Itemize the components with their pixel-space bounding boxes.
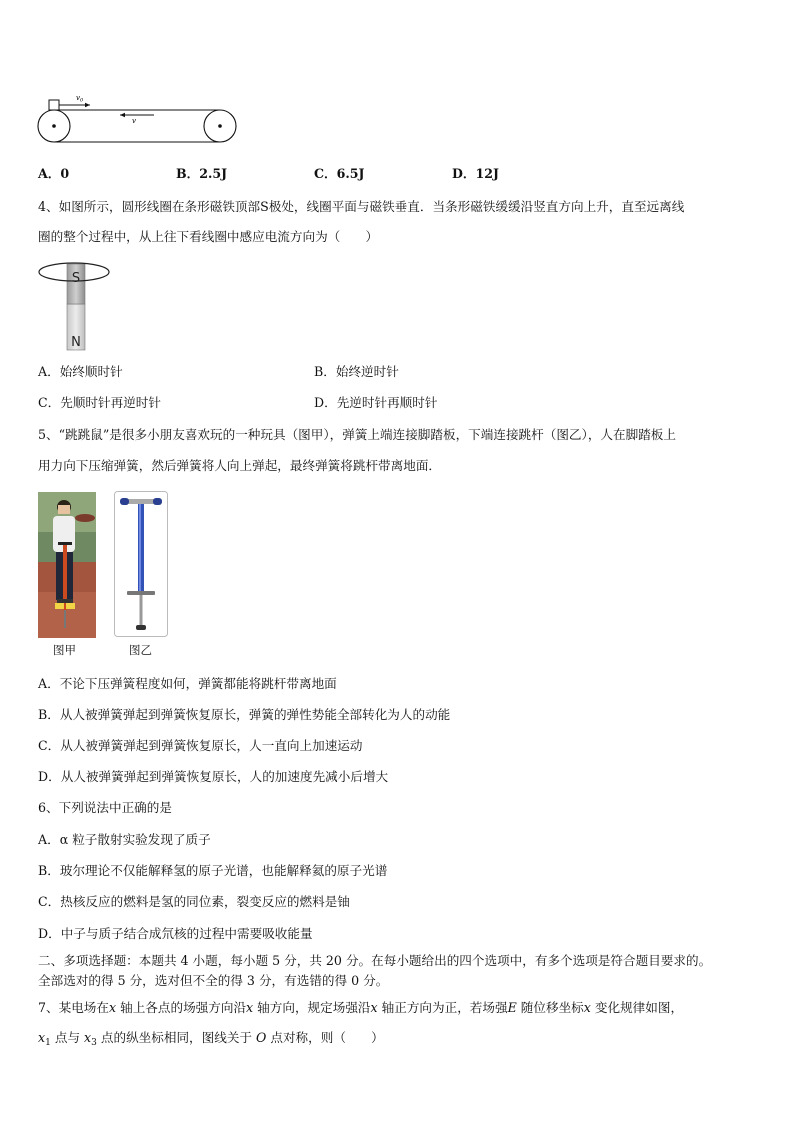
q3-option-c: C．6.5J (314, 166, 365, 181)
q4-stem-line1: 4、如图所示，圆形线圈在条形磁铁顶部S极处，线圈平面与磁铁垂直．当条形磁铁缓缓沿竖直方向上升，直至远离线 (38, 199, 685, 214)
q3-option-a: A．0 (38, 166, 70, 181)
q5-option-d: D．从人被弹簧弹起到弹簧恢复原长，人的加速度先减小后增大 (38, 769, 389, 784)
caption-figure-a: 图甲 (53, 643, 76, 657)
q6-option-b: B．玻尔理论不仅能解释氢的原子光谱，也能解释氦的原子光谱 (38, 863, 388, 878)
conveyor-belt-figure (36, 92, 240, 146)
q6-option-c: C．热核反应的燃料是氢的同位素，裂变反应的燃料是铀 (38, 894, 350, 909)
q3-option-d: D．12J (452, 166, 499, 181)
v-label: v (132, 117, 136, 125)
q4-option-b: B．始终逆时针 (314, 364, 399, 379)
left-pulley-axle (52, 124, 56, 128)
q5-stem-line2: 用力向下压缩弹簧，然后弹簧将人向上弹起，最终弹簧将跳杆带离地面． (38, 458, 441, 473)
block (49, 100, 59, 110)
q5-option-a: A．不论下压弹簧程度如何，弹簧都能将跳杆带离地面 (38, 676, 337, 691)
q6-stem: 6、下列说法中正确的是 (38, 800, 172, 815)
magnet-coil-figure (36, 258, 116, 354)
q5-option-b: B．从人被弹簧弹起到弹簧恢复原长，弹簧的弹性势能全部转化为人的动能 (38, 707, 451, 722)
pogo-stick-figure (114, 491, 168, 637)
q5-option-c: C．从人被弹簧弹起到弹簧恢复原长，人一直向上加速运动 (38, 738, 363, 753)
magnet-s-label: S (71, 271, 81, 286)
q4-option-d: D．先逆时针再顺时针 (314, 395, 438, 410)
caption-figure-b: 图乙 (129, 643, 152, 657)
q4-option-a: A．始终顺时针 (38, 364, 123, 379)
v0-label: $v_0$ (76, 94, 84, 104)
q4-stem-line2: 圈的整个过程中，从上往下看线圈中感应电流方向为（ ） (38, 229, 379, 244)
section2-instructions-line2: 全部选对的得 5 分，选对但不全的得 3 分，有选错的得 0 分。 (38, 973, 389, 988)
pogo-child-photo (38, 492, 96, 638)
q7-stem-line1: 7、某电场在x 轴上各点的场强方向沿x 轴方向，规定场强沿x 轴正方向为正，若场强E 随位移坐标x 变化规律如图， (38, 1000, 684, 1015)
section2-instructions-line1: 二、多项选择题：本题共 4 小题，每小题 5 分，共 20 分。在每小题给出的四个选项中，有多个选项是符合题目要求的。 (38, 953, 712, 968)
q7-stem-line2: $x_1$ 点与 $x_3$ 点的纵坐标相同，图线关于 O 点对称，则（ ） (38, 1030, 384, 1048)
q6-option-d: D．中子与质子结合成氘核的过程中需要吸收能量 (38, 926, 313, 941)
magnet-n-label: N (71, 335, 81, 350)
right-pulley-axle (218, 124, 222, 128)
q4-option-c: C．先顺时针再逆时针 (38, 395, 161, 410)
q3-option-b: B．2.5J (176, 166, 228, 181)
q6-option-a: A．α 粒子散射实验发现了质子 (38, 832, 211, 847)
q5-stem-line1: 5、“跳跳鼠”是很多小朋友喜欢玩的一种玩具（图甲），弹簧上端连接脚踏板，下端连接跳杆（图乙），人在脚踏板上 (38, 427, 676, 442)
